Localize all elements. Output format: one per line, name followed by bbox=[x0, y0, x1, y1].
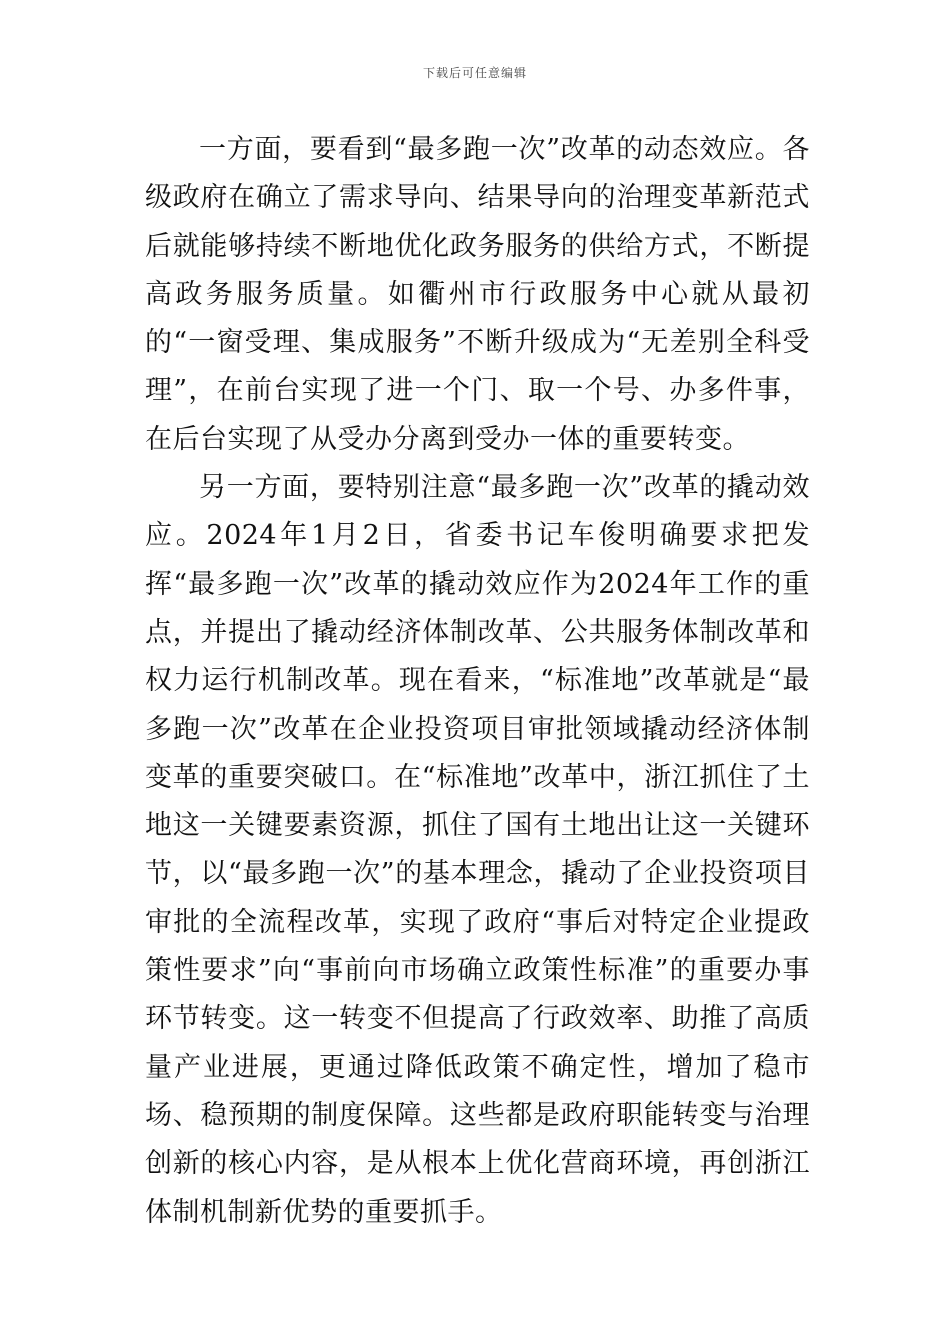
document-body bbox=[145, 126, 810, 1237]
paragraph-leverage-effect: 另一方面，要特别注意“最多跑一次”改革的撬动效应。2024年1月2日，省委书记车俊明确要求把发挥“最多跑一次”改革的撬动效应作为2024年工作的重点，并提出了撬动经济体制改革、公共服务体制改革和权力运行机制改革。现在看来，“标准地”改革就是“最多跑一次”改革在企业投资项目审批领域撬动经济体制变革的重要突破口。在“标准地”改革中，浙江抓住了土地这一关键要素资源，抓住了国有土地出让这一关键环节，以“最多跑一次”的基本理念，撬动了企业投资项目审批的全流程改革，实现了政府“事后对特定企业提政策性要求”向“事前向市场确立政策性标准”的重要办事环节转变。这一转变不但提高了行政效率、助推了高质量产业进展，更通过降低政策不确定性，增加了稳市场、稳预期的制度保障。这些都是政府职能转变与治理创新的核心内容，是从根本上优化营商环境，再创浙江体制机制新优势的重要抓手。 bbox=[145, 472, 810, 1228]
page-header-note: 下载后可任意编辑 bbox=[422, 66, 527, 80]
paragraph-dynamic-effect: 一方面，要看到“最多跑一次”改革的动态效应。各级政府在确立了需求导向、结果导向的治理变革新范式后就能够持续不断地优化政务服务的供给方式，不断提高政务服务质量。如衢州市行政服务中心就从最初的“一窗受理、集成服务”不断升级成为“无差别全科受理”，在前台实现了进一个门、取一个号、办多件事，在后台实现了从受办分离到受办一体的重要转变。 bbox=[145, 134, 810, 455]
